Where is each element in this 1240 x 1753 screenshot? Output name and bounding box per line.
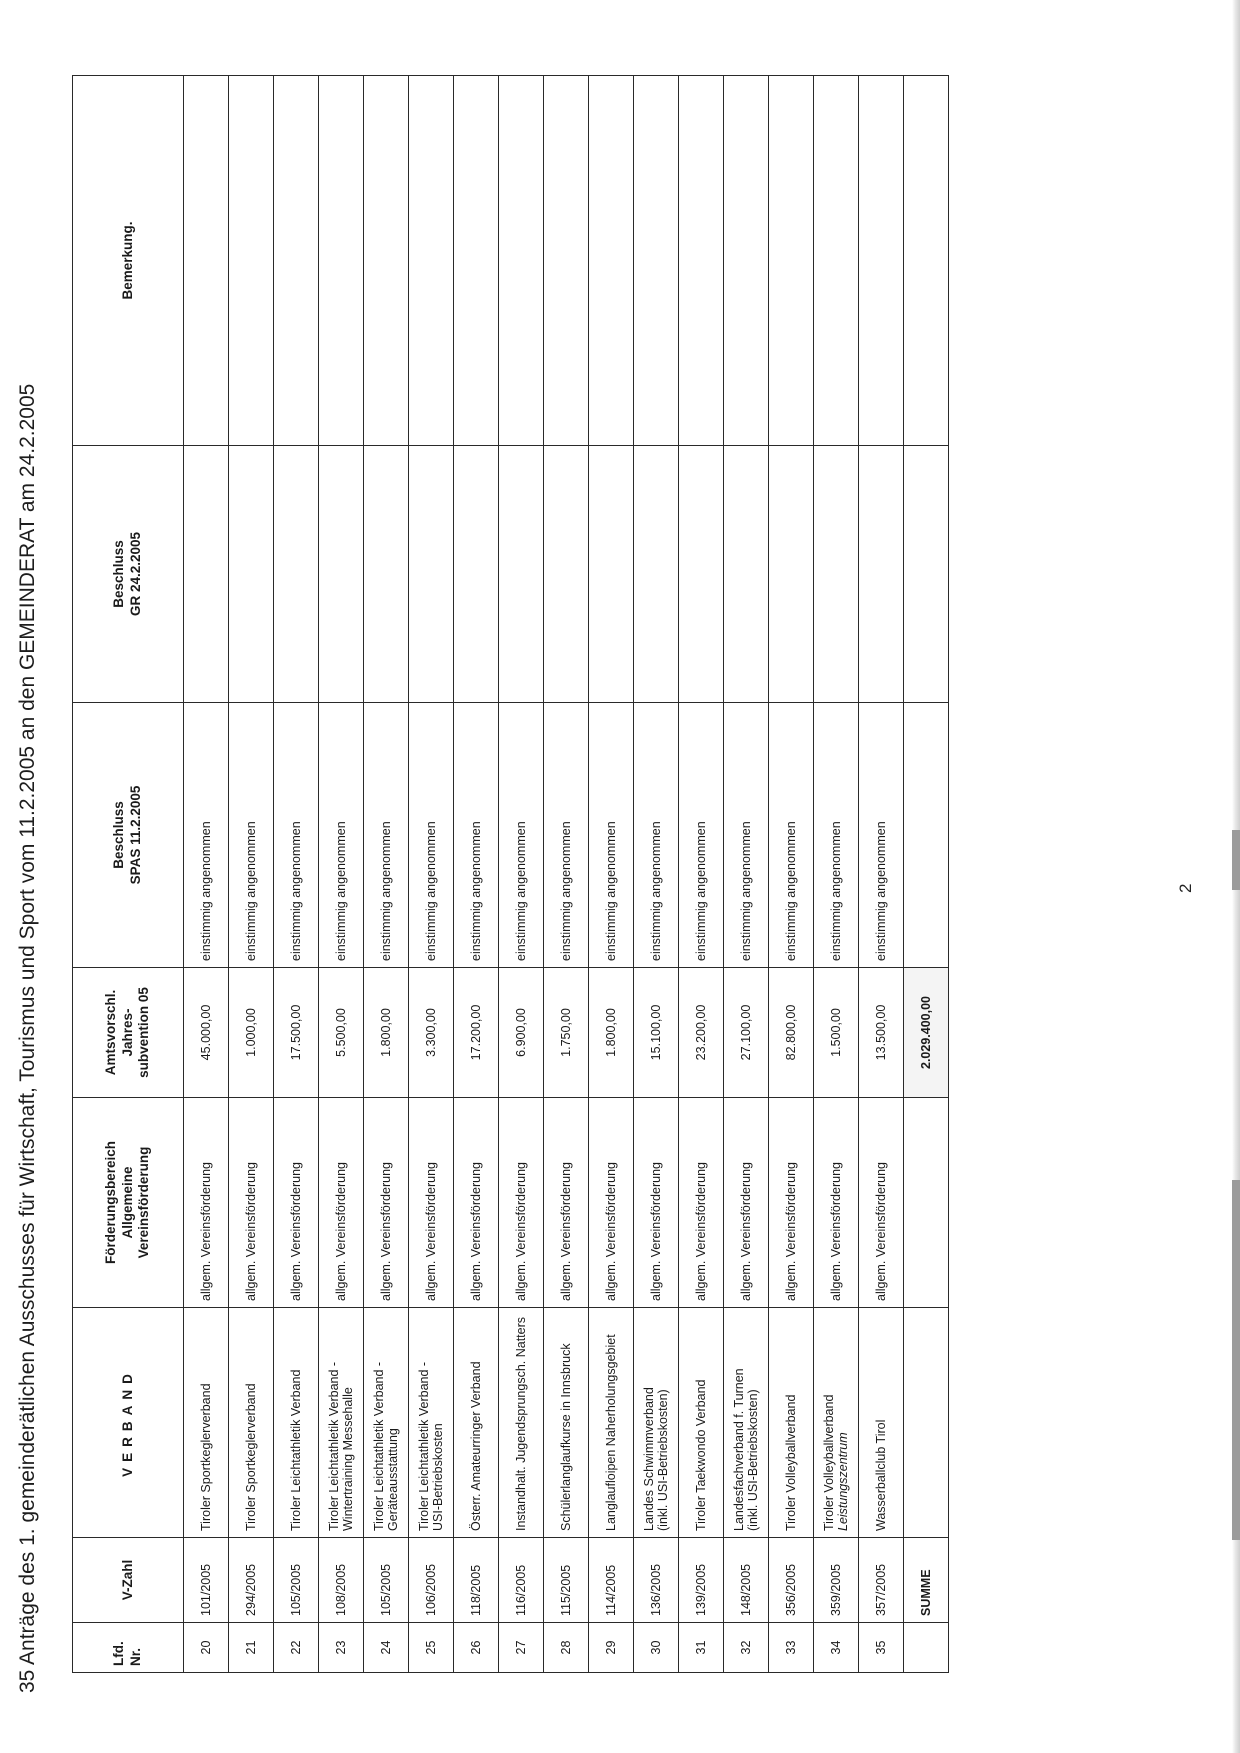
sum-empty-gr [904,446,949,703]
row-verband: Österr. Amateurringer Verband [454,1308,499,1538]
row-vzahl: 106/2005 [409,1538,454,1623]
row-spas: einstimmig angenommen [319,703,364,968]
table-row [454,76,499,1673]
subsidy-table [72,75,949,1673]
row-gr [814,446,859,703]
row-bereich: allgem. Vereinsförderung [679,1098,724,1308]
row-bemerkung [769,76,814,446]
row-betrag: 13.500,00 [859,968,904,1098]
row-nr: 26 [454,1623,499,1673]
page-number: 2 [1176,883,1195,893]
row-vzahl: 115/2005 [544,1538,589,1623]
row-vzahl: 356/2005 [769,1538,814,1623]
table-row [229,76,274,1673]
row-nr: 34 [814,1623,859,1673]
row-vzahl: 105/2005 [364,1538,409,1623]
row-bemerkung [679,76,724,446]
row-bereich: allgem. Vereinsförderung [364,1098,409,1308]
sum-label: SUMME [904,1538,949,1623]
row-verband: Schülerlanglaufkurse in Innsbruck [544,1308,589,1538]
row-gr [364,446,409,703]
row-spas: einstimmig angenommen [409,703,454,968]
row-bereich: allgem. Vereinsförderung [544,1098,589,1308]
row-bemerkung [364,76,409,446]
row-vzahl: 148/2005 [724,1538,769,1623]
row-bemerkung [589,76,634,446]
row-vzahl: 359/2005 [814,1538,859,1623]
row-vzahl: 114/2005 [589,1538,634,1623]
row-spas: einstimmig angenommen [814,703,859,968]
row-verband: Instandhalt. Jugendsprungsch. Natters [499,1308,544,1538]
row-verband: Tiroler Leichtathletik Verband - Wintertraining Messehalle [319,1308,364,1538]
header-lfd-nr: Lfd. Nr. [73,1623,184,1673]
row-vzahl: 101/2005 [184,1538,229,1623]
row-bemerkung [319,76,364,446]
row-nr: 23 [319,1623,364,1673]
row-spas: einstimmig angenommen [589,703,634,968]
row-bereich: allgem. Vereinsförderung [319,1098,364,1308]
table-row [724,76,769,1673]
row-spas: einstimmig angenommen [499,703,544,968]
row-verband: Tiroler Volleyballverband [769,1308,814,1538]
row-verband: Landesfachverband f. Turnen (inkl. USI-Betriebskosten) [724,1308,769,1538]
row-bereich: allgem. Vereinsförderung [814,1098,859,1308]
row-bereich: allgem. Vereinsförderung [409,1098,454,1308]
row-gr [679,446,724,703]
row-gr [184,446,229,703]
row-bemerkung [814,76,859,446]
row-gr [544,446,589,703]
row-spas: einstimmig angenommen [229,703,274,968]
row-vzahl: 357/2005 [859,1538,904,1623]
row-bemerkung [184,76,229,446]
table-row [814,76,859,1673]
row-betrag: 15.100,00 [634,968,679,1098]
row-gr [409,446,454,703]
row-spas: einstimmig angenommen [634,703,679,968]
row-verband: Tiroler Leichtathletik Verband [274,1308,319,1538]
row-verband: Tiroler Sportkeglerverband [229,1308,274,1538]
row-bereich: allgem. Vereinsförderung [499,1098,544,1308]
row-gr [319,446,364,703]
header-beschluss-gr: Beschluss GR 24.2.2005 [73,446,184,703]
table-row [859,76,904,1673]
row-verband: Langlaufloipen Naherholungsgebiet [589,1308,634,1538]
row-nr: 25 [409,1623,454,1673]
row-betrag: 1.500,00 [814,968,859,1098]
row-spas: einstimmig angenommen [769,703,814,968]
table-row [184,76,229,1673]
row-vzahl: 118/2005 [454,1538,499,1623]
row-bereich: allgem. Vereinsförderung [724,1098,769,1308]
header-verband: VERBAND [73,1308,184,1538]
row-verband: Tiroler Sportkeglerverband [184,1308,229,1538]
row-bereich: allgem. Vereinsförderung [769,1098,814,1308]
row-vzahl: 139/2005 [679,1538,724,1623]
row-spas: einstimmig angenommen [859,703,904,968]
row-vzahl: 294/2005 [229,1538,274,1623]
table-header-row [73,76,184,1673]
row-vzahl: 105/2005 [274,1538,319,1623]
row-verband: Tiroler Taekwondo Verband [679,1308,724,1538]
row-nr: 20 [184,1623,229,1673]
row-verband: Wasserballclub Tirol [859,1308,904,1538]
table-row [274,76,319,1673]
row-bereich: allgem. Vereinsförderung [274,1098,319,1308]
table-row [544,76,589,1673]
row-betrag: 1.800,00 [589,968,634,1098]
row-bereich: allgem. Vereinsförderung [454,1098,499,1308]
header-amtsvorschlag: Amtsvorschl. Jahres- subvention 05 [73,968,184,1098]
row-verband: Tiroler Leichtathletik Verband - Geräteausstattung [364,1308,409,1538]
row-nr: 28 [544,1623,589,1673]
row-gr [769,446,814,703]
row-betrag: 45.000,00 [184,968,229,1098]
row-spas: einstimmig angenommen [274,703,319,968]
row-nr: 32 [724,1623,769,1673]
row-bereich: allgem. Vereinsförderung [229,1098,274,1308]
row-gr [634,446,679,703]
header-beschluss-spas: Beschluss SPAS 11.2.2005 [73,703,184,968]
table-row [364,76,409,1673]
table-row [634,76,679,1673]
row-betrag: 3.300,00 [409,968,454,1098]
row-nr: 27 [499,1623,544,1673]
row-nr: 33 [769,1623,814,1673]
row-bereich: allgem. Vereinsförderung [859,1098,904,1308]
row-betrag: 23.200,00 [679,968,724,1098]
row-betrag: 5.500,00 [319,968,364,1098]
row-betrag: 82.800,00 [769,968,814,1098]
sum-empty-bereich [904,1098,949,1308]
row-bereich: allgem. Vereinsförderung [589,1098,634,1308]
row-nr: 29 [589,1623,634,1673]
row-bemerkung [274,76,319,446]
row-bemerkung [859,76,904,446]
row-bemerkung [544,76,589,446]
header-foerderbereich: Förderungsbereich Allgemeine Vereinsförderung [73,1098,184,1308]
row-betrag: 17.500,00 [274,968,319,1098]
table-row [409,76,454,1673]
row-betrag: 27.100,00 [724,968,769,1098]
row-betrag: 1.000,00 [229,968,274,1098]
row-nr: 24 [364,1623,409,1673]
row-bemerkung [499,76,544,446]
document-title: 35 Anträge des 1. gemeinderätlichen Ausschusses für Wirtschaft, Tourismus und Sport vom 11.2.2005 an den GEMEINDERAT am 24.2.2005 [16,383,39,1693]
row-gr [274,446,319,703]
row-verband: Landes Schwimmverband (inkl. USI-Betriebskosten) [634,1308,679,1538]
row-bereich: allgem. Vereinsförderung [184,1098,229,1308]
row-gr [454,446,499,703]
row-bemerkung [409,76,454,446]
row-verband: Tiroler Leichtathletik Verband - USI-Betriebskosten [409,1308,454,1538]
row-vzahl: 108/2005 [319,1538,364,1623]
table-row [589,76,634,1673]
row-betrag: 6.900,00 [499,968,544,1098]
row-vzahl: 136/2005 [634,1538,679,1623]
row-bereich: allgem. Vereinsförderung [634,1098,679,1308]
table-row [769,76,814,1673]
header-vzahl: V-Zahl [73,1538,184,1623]
row-bemerkung [724,76,769,446]
row-spas: einstimmig angenommen [364,703,409,968]
row-gr [859,446,904,703]
row-nr: 22 [274,1623,319,1673]
row-nr: 35 [859,1623,904,1673]
row-gr [499,446,544,703]
sum-empty-verband [904,1308,949,1538]
row-nr: 30 [634,1623,679,1673]
row-gr [589,446,634,703]
row-nr: 21 [229,1623,274,1673]
row-betrag: 17.200,00 [454,968,499,1098]
row-betrag: 1.800,00 [364,968,409,1098]
table-row [319,76,364,1673]
row-bemerkung [229,76,274,446]
row-spas: einstimmig angenommen [544,703,589,968]
row-bemerkung [634,76,679,446]
row-spas: einstimmig angenommen [679,703,724,968]
row-verband: Tiroler Volleyballverband Leistungszentrum [814,1308,859,1538]
row-bemerkung [454,76,499,446]
sum-empty-nr [904,1623,949,1673]
table-row [679,76,724,1673]
row-betrag: 1.750,00 [544,968,589,1098]
row-nr: 31 [679,1623,724,1673]
row-gr [229,446,274,703]
row-gr [724,446,769,703]
sum-empty-bemerkung [904,76,949,446]
sum-empty-spas [904,703,949,968]
row-spas: einstimmig angenommen [724,703,769,968]
sum-row [904,76,949,1673]
header-bemerkung: Bemerkung. [73,76,184,446]
table-row [499,76,544,1673]
row-vzahl: 116/2005 [499,1538,544,1623]
row-spas: einstimmig angenommen [454,703,499,968]
sum-total: 2.029.400,00 [904,968,949,1098]
row-spas: einstimmig angenommen [184,703,229,968]
